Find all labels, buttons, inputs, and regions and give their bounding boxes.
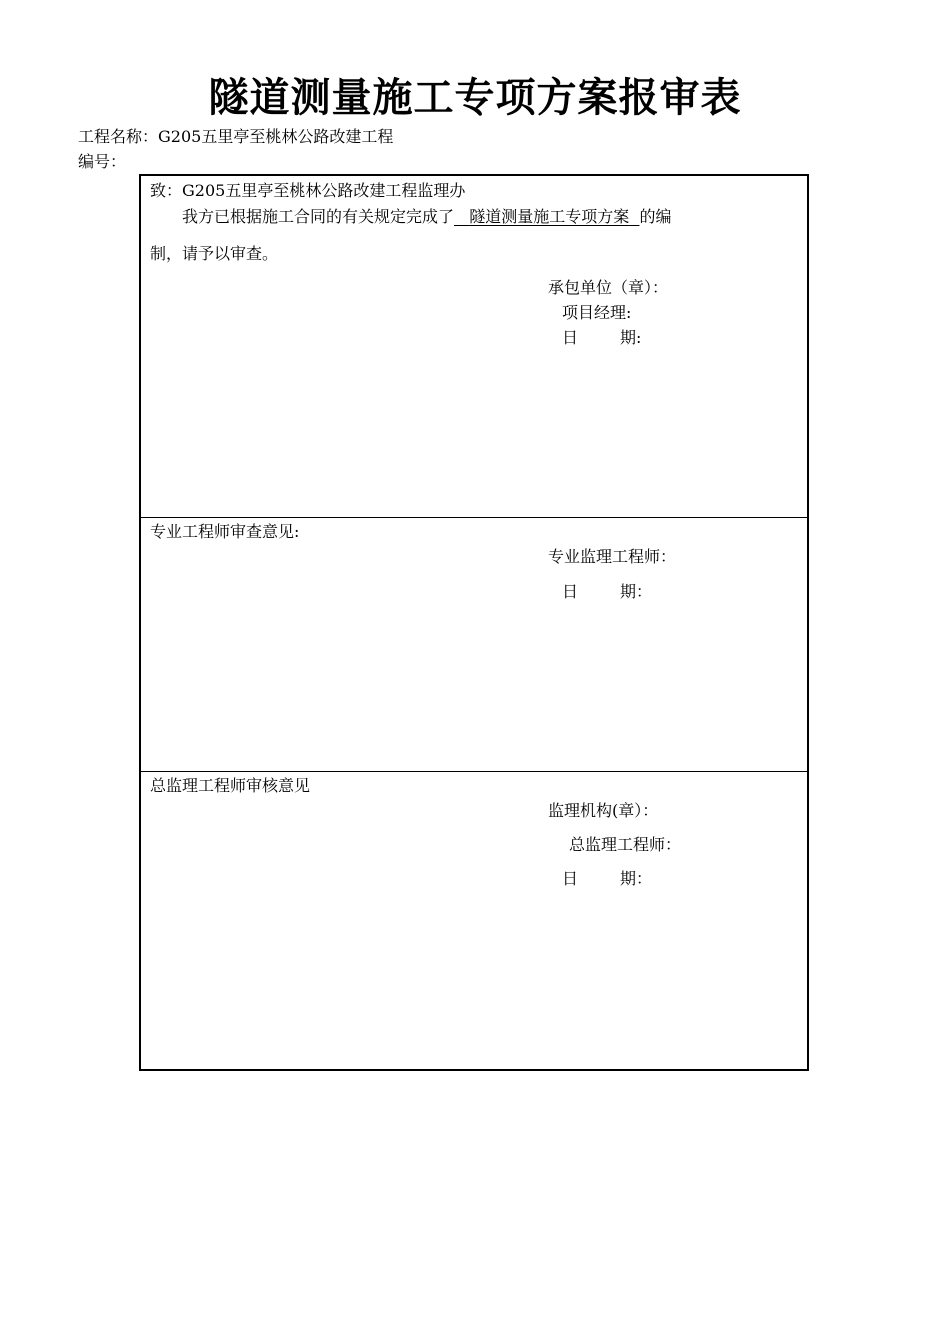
project-manager-label: 项目经理:: [562, 303, 632, 322]
chief-review-section: [141, 772, 807, 1069]
submission-date-label: [562, 328, 641, 348]
document-title: 隧道测量施工专项方案报审表: [208, 75, 742, 121]
supervision-org-seal-label: 监理机构(章）：: [548, 801, 659, 820]
body-suffix: 的编: [639, 207, 672, 226]
engineer-review-heading: 专业工程师审查意见:: [150, 522, 300, 541]
submission-body-line2: 制，请予以审查。: [150, 244, 279, 263]
date-char-1: 日: [562, 869, 579, 888]
submission-section: [141, 176, 807, 518]
chief-engineer-label: 总监理工程师：: [569, 835, 682, 854]
date-char-2: 期:: [620, 328, 642, 347]
project-name-value: G205五里亭至桃林公路改建工程: [158, 127, 394, 146]
plan-name: 隧道测量施工专项方案: [469, 207, 630, 226]
submission-body-line1: [182, 207, 671, 227]
date-char-1: 日: [562, 582, 579, 601]
engineer-review-date-label: [562, 582, 652, 602]
plan-name-underlined: [454, 207, 639, 226]
project-name-line: [78, 127, 393, 147]
supervising-engineer-label: 专业监理工程师：: [548, 547, 677, 566]
date-char-2: 期：: [620, 582, 653, 601]
chief-review-heading: 总监理工程师审核意见: [150, 776, 311, 795]
document-number-label: 编号：: [78, 152, 127, 171]
engineer-review-section: [141, 518, 807, 772]
approval-form-table: [139, 174, 809, 1071]
date-char-1: 日: [562, 328, 579, 347]
addressee-line: 致：G205五里亭至桃林公路改建工程监理办: [150, 181, 466, 200]
project-name-label: 工程名称：: [78, 127, 159, 146]
body-prefix: 我方已根据施工合同的有关规定完成了: [182, 207, 455, 226]
contractor-seal-label: 承包单位（章）：: [548, 278, 669, 297]
date-char-2: 期：: [620, 869, 653, 888]
chief-review-date-label: [562, 869, 652, 889]
